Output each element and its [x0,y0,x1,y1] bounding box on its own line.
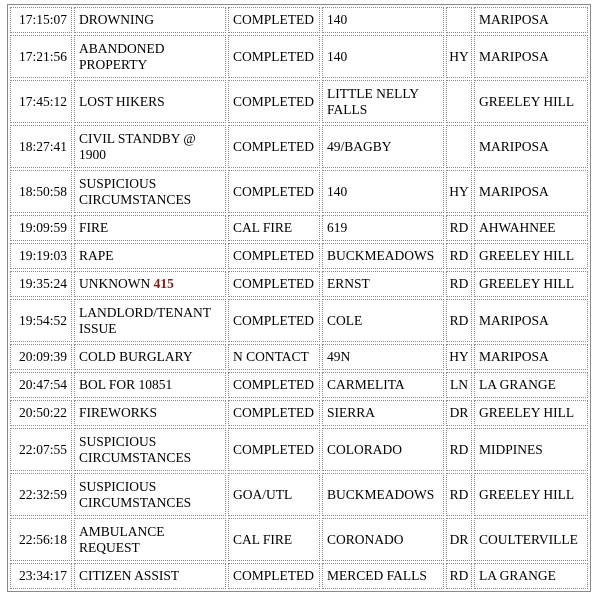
incident-text: SUSPICIOUS CIRCUMSTANCES [79,433,192,465]
table-row [10,125,588,168]
city-cell: AHWAHNEE [474,215,588,241]
time-cell: 18:50:58 [10,170,72,213]
table-row [10,372,588,398]
table-row [10,518,588,561]
street-cell: MERCED FALLS [322,563,444,589]
city-cell: MARIPOSA [474,344,588,370]
incident-cell [74,473,226,516]
time-cell: 22:07:55 [10,428,72,471]
status-cell: COMPLETED [228,243,320,269]
status-cell: COMPLETED [228,372,320,398]
status-cell: COMPLETED [228,35,320,78]
incident-text: DROWNING [79,12,154,27]
street-suffix-cell [446,7,472,33]
incident-cell [74,299,226,342]
city-cell: GREELEY HILL [474,473,588,516]
street-cell: BUCKMEADOWS [322,473,444,516]
table-row [10,473,588,516]
incident-log-table [7,4,591,592]
table-row [10,428,588,471]
table-row [10,243,588,269]
street-cell: 619 [322,215,444,241]
status-cell: CAL FIRE [228,518,320,561]
city-cell: MARIPOSA [474,35,588,78]
incident-text: SUSPICIOUS CIRCUMSTANCES [79,478,192,510]
incident-log-body [10,7,588,589]
incident-text: BOL FOR 10851 [79,377,173,392]
status-cell: COMPLETED [228,80,320,123]
street-cell: 49N [322,344,444,370]
street-suffix-cell: LN [446,372,472,398]
status-cell: COMPLETED [228,299,320,342]
status-cell: COMPLETED [228,7,320,33]
city-cell: LA GRANGE [474,372,588,398]
table-row [10,344,588,370]
table-row [10,271,588,297]
street-suffix-cell: HY [446,35,472,78]
city-cell: MARIPOSA [474,170,588,213]
status-cell: COMPLETED [228,400,320,426]
street-cell: 49/BAGBY [322,125,444,168]
incident-text: ABANDONED PROPERTY [79,40,165,72]
incident-cell [74,80,226,123]
street-suffix-cell [446,80,472,123]
status-cell: COMPLETED [228,125,320,168]
table-row [10,170,588,213]
status-cell: COMPLETED [228,271,320,297]
city-cell: GREELEY HILL [474,80,588,123]
street-suffix-cell [446,125,472,168]
incident-cell [74,372,226,398]
street-suffix-cell: RD [446,428,472,471]
city-cell: GREELEY HILL [474,271,588,297]
city-cell: MIDPINES [474,428,588,471]
incident-text: LOST HIKERS [79,93,165,109]
time-cell: 17:21:56 [10,35,72,78]
time-cell: 22:56:18 [10,518,72,561]
street-cell: BUCKMEADOWS [322,243,444,269]
street-cell: COLE [322,299,444,342]
incident-text: FIRE [79,220,109,235]
city-cell: LA GRANGE [474,563,588,589]
street-suffix-cell: RD [446,473,472,516]
incident-cell [74,518,226,561]
table-row [10,7,588,33]
incident-text: CIVIL STANDBY @ 1900 [79,130,196,162]
table-row [10,563,588,589]
status-cell: COMPLETED [228,563,320,589]
street-cell: SIERRA [322,400,444,426]
status-cell: COMPLETED [228,170,320,213]
incident-text: SUSPICIOUS CIRCUMSTANCES [79,175,192,207]
incident-cell [74,35,226,78]
time-cell: 19:19:03 [10,243,72,269]
status-cell: N CONTACT [228,344,320,370]
incident-code: 415 [153,276,174,291]
incident-cell [74,243,226,269]
street-suffix-cell: HY [446,170,472,213]
incident-text: RAPE [79,248,114,263]
incident-cell [74,344,226,370]
incident-cell [74,563,226,589]
city-cell: GREELEY HILL [474,243,588,269]
street-cell: 140 [322,35,444,78]
city-cell: COULTERVILLE [474,518,588,561]
street-cell: LITTLE NELLY FALLS [322,80,444,123]
table-row [10,215,588,241]
incident-text: CITIZEN ASSIST [79,568,180,583]
incident-text: LANDLORD/TENANT ISSUE [79,304,211,336]
city-cell: GREELEY HILL [474,400,588,426]
status-cell: GOA/UTL [228,473,320,516]
time-cell: 20:50:22 [10,400,72,426]
city-cell: MARIPOSA [474,7,588,33]
time-cell: 19:09:59 [10,215,72,241]
status-cell: COMPLETED [228,428,320,471]
incident-text: AMBULANCE REQUEST [79,523,165,555]
table-row [10,35,588,78]
time-cell: 23:34:17 [10,563,72,589]
city-cell: MARIPOSA [474,125,588,168]
incident-text: COLD BURGLARY [79,349,193,364]
street-suffix-cell: DR [446,400,472,426]
street-suffix-cell: RD [446,271,472,297]
street-suffix-cell: HY [446,344,472,370]
table-row [10,80,588,123]
street-suffix-cell: RD [446,243,472,269]
time-cell: 17:15:07 [10,7,72,33]
incident-cell [74,215,226,241]
incident-text: UNKNOWN [79,276,154,291]
table-row [10,299,588,342]
incident-cell [74,400,226,426]
time-cell: 20:09:39 [10,344,72,370]
table-row [10,400,588,426]
incident-cell [74,271,226,297]
street-suffix-cell: RD [446,215,472,241]
time-cell: 17:45:12 [10,80,72,123]
street-cell: 140 [322,7,444,33]
incident-text: FIREWORKS [79,405,158,420]
street-suffix-cell: DR [446,518,472,561]
street-suffix-cell: RD [446,299,472,342]
incident-cell [74,7,226,33]
street-cell: CARMELITA [322,372,444,398]
city-cell: MARIPOSA [474,299,588,342]
street-cell: ERNST [322,271,444,297]
street-cell: COLORADO [322,428,444,471]
time-cell: 19:54:52 [10,299,72,342]
street-cell: CORONADO [322,518,444,561]
time-cell: 18:27:41 [10,125,72,168]
street-cell: 140 [322,170,444,213]
incident-cell [74,125,226,168]
time-cell: 19:35:24 [10,271,72,297]
incident-cell [74,428,226,471]
status-cell: CAL FIRE [228,215,320,241]
street-suffix-cell: RD [446,563,472,589]
incident-cell [74,170,226,213]
time-cell: 22:32:59 [10,473,72,516]
time-cell: 20:47:54 [10,372,72,398]
